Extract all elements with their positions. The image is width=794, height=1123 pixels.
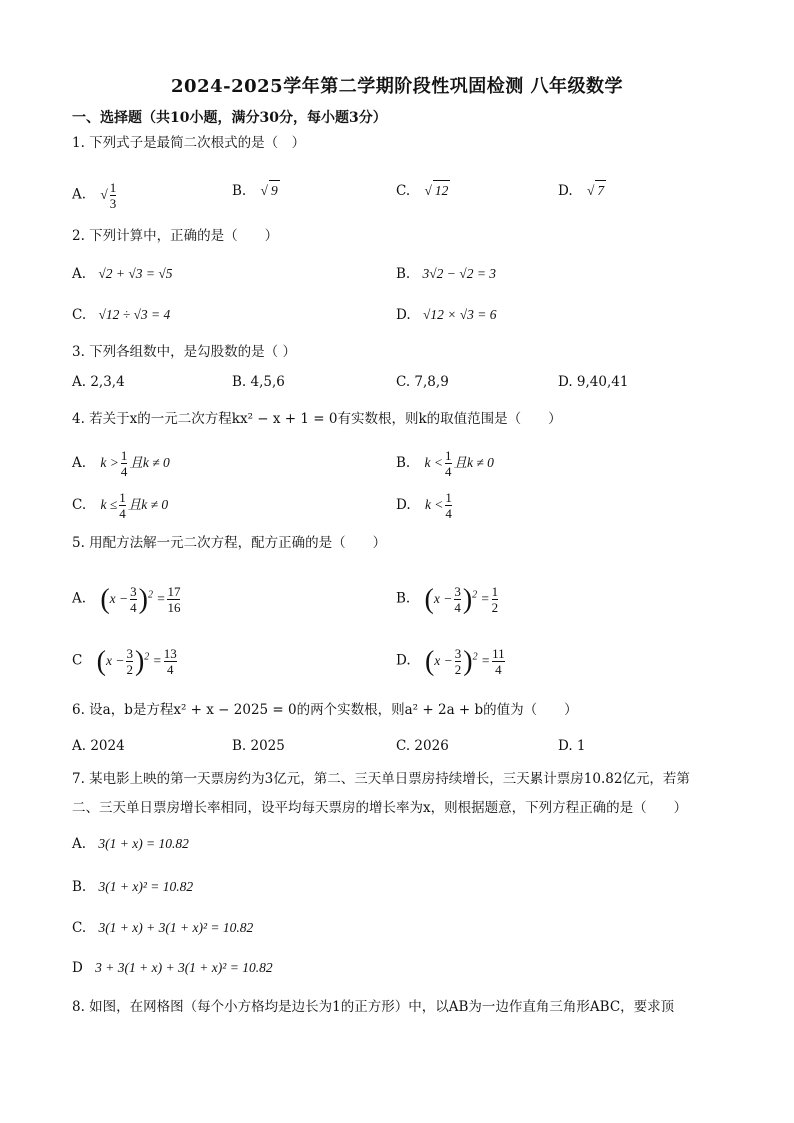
- q4-option-d: [396, 490, 454, 521]
- fraction-numerator: 1: [119, 490, 126, 505]
- q3-option-c: C. 7,8,9: [396, 374, 449, 390]
- q4-option-b: [396, 448, 494, 479]
- q1-option-c: C. √ 12: [396, 180, 450, 201]
- option-label: A.: [72, 186, 87, 203]
- option-label: C: [72, 652, 83, 669]
- question-2: 2. 下列计算中，正确的是（ ）: [72, 228, 279, 244]
- question-7-line-1: 7. 某电影上映的第一天票房约为3亿元，第二、三天单日票房持续增长，三天累计票房10.82亿元，若第: [72, 771, 690, 787]
- fraction-denominator: 3: [109, 196, 117, 211]
- fraction-numerator: 3: [454, 646, 462, 661]
- option-expression: k <: [424, 497, 444, 512]
- option-expression: 且k ≠ 0: [129, 455, 170, 470]
- option-expression: 且k ≠ 0: [453, 455, 494, 470]
- q3-option-d: D. 9,40,41: [558, 374, 629, 390]
- question-8: 8. 如图，在网格图（每个小方格均是边长为1的正方形）中，以AB为一边作直角三角形ABC，要求顶: [72, 999, 675, 1015]
- q5-option-a: A. (x − $\frac{3}{4}$ )$^2$ = $\frac{17}{16}$: [72, 583, 181, 615]
- option-label: C.: [72, 307, 87, 323]
- option-expression: 3 + 3(1 + x) + 3(1 + x)² = 10.82: [95, 960, 273, 975]
- q7-option-c: [72, 918, 253, 938]
- fraction-numerator: 13: [163, 646, 177, 661]
- option-expression: 3(1 + x)² = 10.82: [98, 879, 194, 894]
- fraction-numerator: 3: [454, 584, 461, 599]
- option-label: A.: [72, 455, 87, 471]
- option-label: D.: [396, 652, 411, 669]
- option-expression: k >: [100, 455, 119, 470]
- option-expression: √12 ÷ √3 = 4: [98, 307, 171, 322]
- fraction-numerator: 3: [130, 584, 137, 599]
- option-label: A.: [72, 590, 87, 607]
- radicand: 12: [433, 180, 451, 201]
- option-expression: 3(1 + x) + 3(1 + x)² = 10.82: [98, 920, 254, 935]
- q3-option-a: A. 2,3,4: [72, 374, 125, 390]
- q1-option-a: A. √ $\frac{1}{3}$: [72, 180, 117, 211]
- question-1: 1. 下列式子是最简二次根式的是（ ）: [72, 135, 306, 151]
- q7-option-a: [72, 834, 189, 854]
- fraction-denominator: 4: [454, 600, 461, 615]
- question-7-line-2: 二、三天单日票房增长率相同，设平均每天票房的增长率为x，则根据题意，下列方程正确的是（ ）: [72, 800, 688, 816]
- q3-option-b: B. 4,5,6: [232, 374, 285, 390]
- fraction-numerator: 1: [120, 448, 128, 463]
- option-label: A.: [72, 836, 87, 852]
- fraction-numerator: 3: [126, 646, 133, 661]
- option-expression: 且k ≠ 0: [127, 497, 169, 512]
- option-label: B.: [232, 183, 247, 199]
- q5-option-b: B. (x − $\frac{3}{4}$ )$^2$ = $\frac{1}{2}$: [396, 583, 499, 615]
- option-label: C.: [72, 920, 87, 936]
- q2-option-d: [396, 305, 496, 325]
- question-4: 4. 若关于x的一元二次方程kx² − x + 1 = 0有实数根，则k的取值范围是（ ）: [72, 411, 562, 427]
- option-label: B.: [72, 879, 87, 895]
- q6-option-a: A. 2024: [72, 738, 125, 754]
- fraction-denominator: 4: [120, 464, 128, 479]
- radicand: 7: [595, 180, 606, 201]
- fraction-numerator: 1: [445, 490, 452, 505]
- option-label: B.: [396, 590, 411, 607]
- option-label: B.: [396, 266, 411, 282]
- q1-option-d: D. √ 7: [558, 180, 606, 201]
- question-6: 6. 设a，b是方程x² + x − 2025 = 0的两个实数根，则a² + 2a + b的值为（ ）: [72, 702, 578, 718]
- fraction-denominator: 4: [492, 661, 505, 677]
- q7-option-d: [72, 958, 273, 978]
- question-3: 3. 下列各组数中，是勾股数的是（ ）: [72, 344, 296, 360]
- fraction-numerator: 11: [492, 646, 505, 661]
- fraction-denominator: 16: [167, 600, 181, 615]
- fraction-denominator: 4: [130, 600, 137, 615]
- option-expression: k ≤: [100, 497, 118, 512]
- q7-option-b: [72, 877, 193, 897]
- q2-option-c: [72, 305, 170, 325]
- page-title: 2024-2025学年第二学期阶段性巩固检测 八年级数学: [171, 76, 623, 97]
- fraction-denominator: 2: [491, 600, 499, 615]
- fraction-denominator: 4: [119, 506, 126, 521]
- fraction-denominator: 4: [445, 464, 452, 479]
- q5-option-d: D. (x − $\frac{3}{2}$ )$^2$ = $\frac{11}{4}$: [396, 645, 505, 677]
- option-expression: k <: [424, 455, 443, 470]
- option-label: A.: [72, 266, 87, 282]
- fraction-denominator: 2: [454, 662, 462, 677]
- q4-option-a: [72, 448, 170, 479]
- fraction-numerator: 1: [109, 180, 117, 195]
- fraction-denominator: 4: [445, 506, 452, 521]
- option-label: D.: [396, 497, 411, 513]
- option-label: D: [72, 960, 83, 976]
- q2-option-b: [396, 264, 496, 284]
- fraction-numerator: 17: [167, 584, 181, 599]
- q1-option-b: B. √ 9: [232, 180, 280, 201]
- option-expression: 3√2 − √2 = 3: [422, 266, 497, 281]
- q6-option-c: C. 2026: [396, 738, 449, 754]
- option-expression: √12 × √3 = 6: [422, 307, 497, 322]
- option-label: D.: [396, 307, 411, 323]
- q6-option-b: B. 2025: [232, 738, 285, 754]
- fraction-denominator: 2: [126, 662, 133, 677]
- option-expression: 3(1 + x) = 10.82: [98, 836, 189, 851]
- fraction-numerator: 1: [445, 448, 452, 463]
- option-expression: √2 + √3 = √5: [98, 266, 173, 281]
- question-5: [72, 533, 386, 553]
- q2-option-a: [72, 264, 173, 284]
- section-heading: 一、选择题（共10小题，满分30分，每小题3分）: [72, 110, 387, 126]
- q4-option-c: [72, 490, 168, 521]
- option-label: C.: [72, 497, 87, 513]
- fraction-numerator: 1: [491, 584, 499, 599]
- fraction-denominator: 4: [164, 661, 177, 677]
- q5-option-c: C (x − $\frac{3}{2}$ )$^2$ = $\frac{13}{4}$: [72, 645, 177, 677]
- radicand: 9: [269, 180, 280, 201]
- option-label: D.: [558, 183, 573, 199]
- option-label: C.: [396, 183, 411, 199]
- q6-option-d: D. 1: [558, 738, 586, 754]
- option-label: B.: [396, 455, 411, 471]
- question-text: 5. 用配方法解一元二次方程，配方正确的是（ ）: [72, 535, 387, 551]
